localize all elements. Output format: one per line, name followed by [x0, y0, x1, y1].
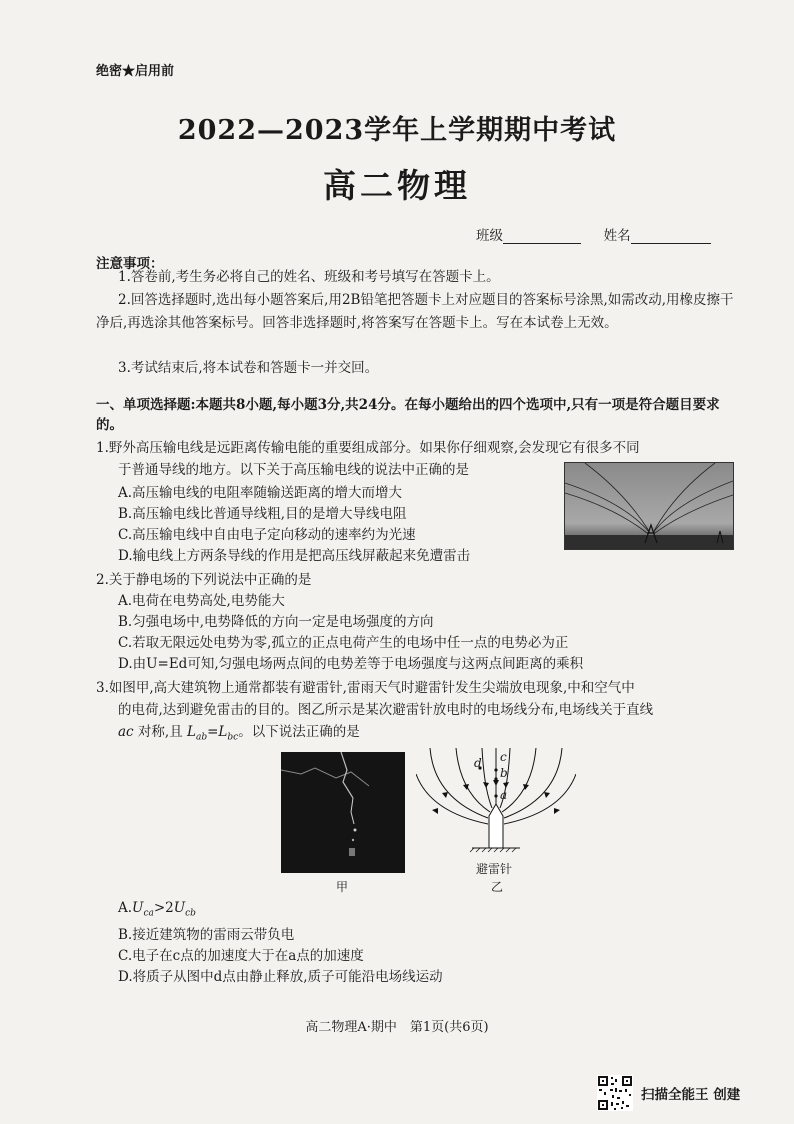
q3-equals: = — [207, 724, 219, 740]
name-label: 姓名 — [603, 228, 631, 244]
q3-sub-bc: bc — [227, 732, 239, 743]
q3-u-symbol-1: U — [132, 900, 144, 916]
q3-line-ac: ac — [118, 724, 134, 740]
q1-option-b: B.高压输电线比普通导线粗,目的是增大导线电阻 — [118, 506, 407, 522]
q1-options — [118, 483, 558, 567]
q3-stem-line1: 3.如图甲,高大建筑物上通常都装有避雷针,雷雨天气时避雷针发生尖端放电现象,中和空气中 — [96, 680, 635, 696]
class-label: 班级 — [476, 228, 503, 244]
scanner-brand-label: 扫描全能王 创建 — [641, 1087, 741, 1103]
q3-length-symbol-2: L — [218, 724, 228, 740]
lightning-photo — [281, 752, 405, 873]
q3-sub-cb: cb — [185, 908, 196, 919]
q1-stem-line1: 1.野外高压输电线是远距离传输电能的重要组成部分。如果你仔细观察,会发现它有很多不同 — [96, 440, 640, 456]
label-lightning-rod: 避雷针 — [476, 862, 513, 876]
q3-stem-line3 — [96, 721, 736, 749]
label-a: a — [500, 788, 508, 802]
q3-question-text: 。以下说法正确的是 — [238, 724, 360, 740]
label-c: c — [500, 750, 507, 764]
page-footer: 高二物理A·期中 第1页(共6页) — [305, 1020, 489, 1035]
q3-stem-line2: 的电荷,达到避免雷击的目的。图乙所示是某次避雷针放电时的电场线分布,电场线关于直线 — [118, 702, 654, 718]
q1-option-c: C.高压输电线中自由电子定向移动的速率约为光速 — [118, 527, 416, 543]
note-3: 3.考试结束后,将本试卷和答题卡一并交回。 — [118, 360, 379, 376]
q2-options — [118, 591, 738, 675]
q2-option-b: B.匀强电场中,电势降低的方向一定是电场强度的方向 — [118, 614, 434, 630]
q3-sub-ab: ab — [195, 732, 208, 743]
notes-heading: 注意事项： — [96, 256, 164, 272]
q2-option-c: C.若取无限远处电势为零,孤立的正点电荷产生的电场中任一点的电势必为正 — [118, 635, 569, 651]
label-b: b — [500, 766, 508, 780]
class-blank — [503, 229, 581, 244]
q3-sub-ca: ca — [143, 908, 154, 919]
q2-stem: 2.关于静电场的下列说法中正确的是 — [96, 572, 312, 588]
section-1-title: 一、单项选择题:本题共8小题,每小题3分,共24分。在每小题给出的四个选项中,只有一项是符合题目要求的。 — [96, 397, 720, 433]
q3-greater-than: >2 — [153, 900, 174, 916]
q2-option-a: A.电荷在电势高处,电势能大 — [118, 593, 285, 609]
confidential-label: 绝密★启用前 — [96, 64, 175, 79]
label-d: d — [474, 756, 482, 770]
q3-stem — [96, 677, 736, 749]
student-info-line — [476, 224, 711, 244]
note-2: 2.回答选择题时,选出每小题答案后,用2B铅笔把答题卡上对应题目的答案标号涂黑,如需改动,用橡皮擦干净后,再选涂其他答案标号。回答非选择题时,将答案写在答题卡上。写在本试卷上无效。 — [96, 292, 734, 331]
note-1: 1.答卷前,考生务必将自己的姓名、班级和考号填写在答题卡上。 — [118, 269, 500, 285]
qr-code-icon — [597, 1075, 633, 1111]
figure-label-yi: 乙 — [491, 880, 504, 894]
q1-option-d: D.输电线上方两条导线的作用是把高压线屏蔽起来免遭雷击 — [118, 548, 471, 564]
exam-subject: 高二物理 — [323, 166, 471, 205]
power-line-photo — [564, 462, 734, 550]
q3-option-a — [118, 898, 738, 925]
q3-option-a-letter: A. — [118, 900, 133, 916]
q1-option-a: A.高压输电线的电阻率随输送距离的增大而增大 — [118, 485, 403, 501]
q3-option-c: C.电子在c点的加速度大于在a点的加速度 — [118, 947, 364, 964]
field-line-diagram — [416, 748, 576, 890]
figure-label-jia: 甲 — [336, 880, 349, 894]
exam-title: 2022—2023学年上学期期中考试 — [177, 115, 617, 146]
q3-length-symbol: L — [187, 724, 196, 740]
q3-option-b: B.接近建筑物的雷雨云带负电 — [118, 926, 295, 943]
q1-stem-line2: 于普通导线的地方。以下关于高压输电线的说法中正确的是 — [118, 462, 469, 478]
q2-option-d: D.由U=Ed可知,匀强电场两点间的电势差等于电场强度与这两点间距离的乘积 — [118, 656, 584, 672]
q3-options — [118, 898, 738, 988]
q3-symmetry-text: 对称,且 — [137, 724, 183, 740]
q3-u-symbol-2: U — [173, 900, 186, 916]
q3-option-d: D.将质子从图中d点由静止释放,质子可能沿电场线运动 — [118, 968, 443, 985]
name-blank — [631, 229, 711, 244]
